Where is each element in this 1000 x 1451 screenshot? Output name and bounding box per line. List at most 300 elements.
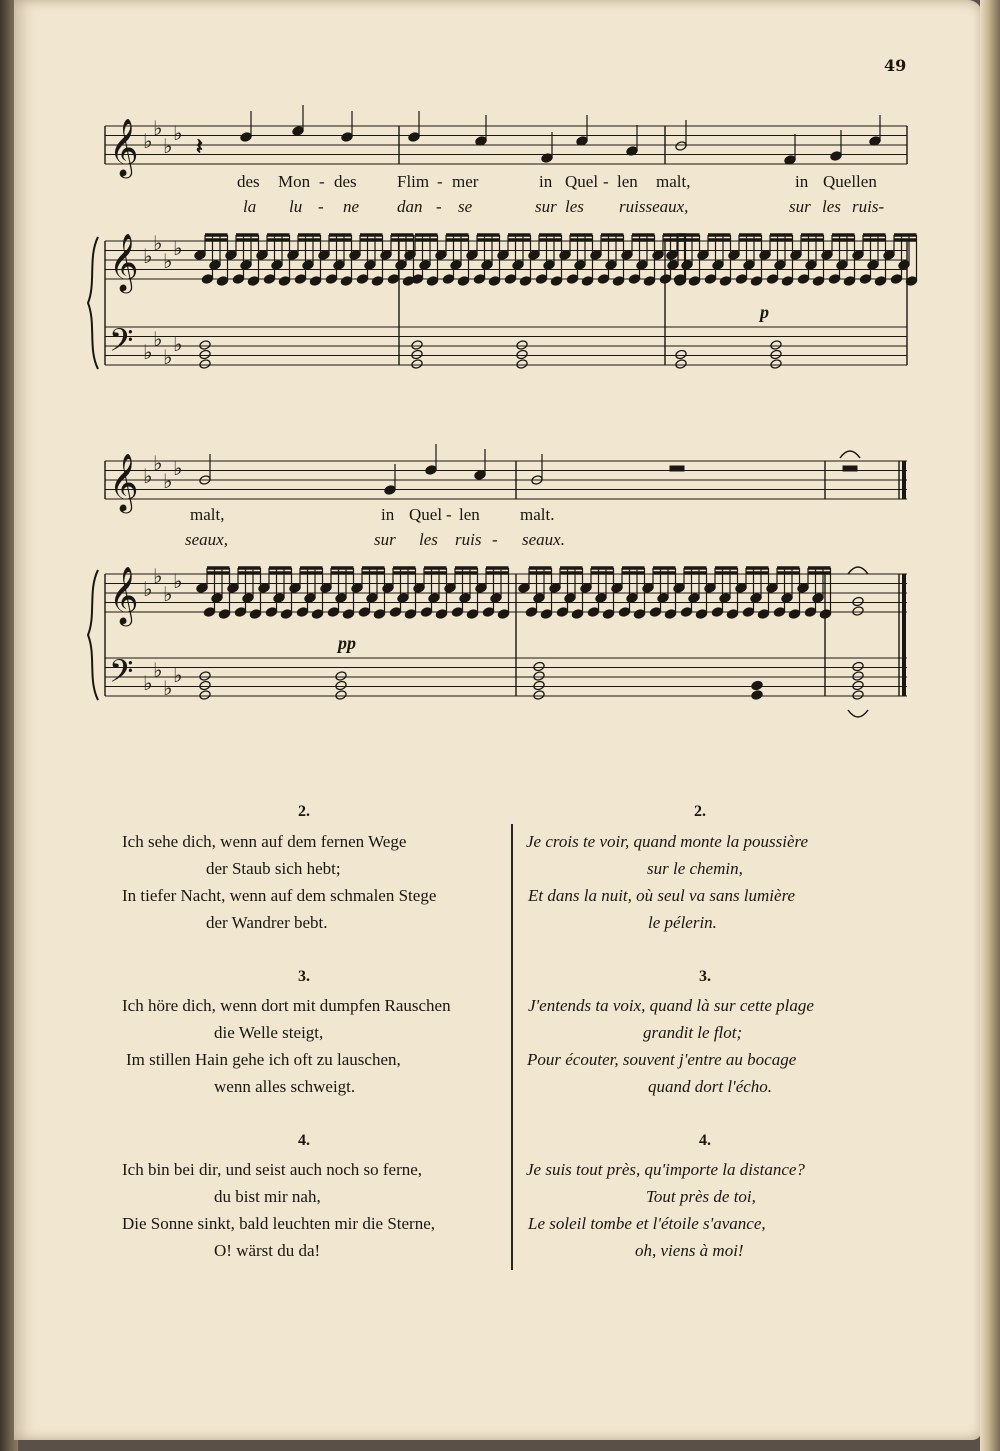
lyric-fr: ruis (455, 530, 482, 549)
note-head (533, 671, 545, 682)
flat-icon: ♭ (143, 244, 153, 268)
note-head (196, 583, 208, 594)
lyric-de: - (319, 172, 325, 191)
flat-icon: ♭ (163, 249, 173, 273)
note-head (194, 250, 206, 261)
lyric-de: Flim (397, 172, 430, 191)
lyric-de: des (237, 172, 260, 191)
note-head (265, 607, 277, 618)
note-head (770, 340, 782, 351)
rest-icon: 𝄽 (196, 135, 203, 160)
stanza-number-de: 3. (298, 968, 310, 985)
note-head (234, 607, 246, 618)
lyric-de: - (603, 172, 609, 191)
note-head (309, 276, 321, 287)
note-head (643, 276, 655, 287)
note-head (757, 609, 769, 620)
lyric-de: in (539, 172, 553, 191)
note-head (602, 609, 614, 620)
note-head (325, 274, 337, 285)
column-divider (511, 824, 513, 1270)
stanza-line-fr: J'entends ta voix, quand là sur cette plage (528, 996, 814, 1015)
note-head (883, 250, 895, 261)
stanza-number-fr: 3. (699, 968, 711, 985)
note-head (240, 132, 252, 143)
stanza-line-de: Ich sehe dich, wenn auf dem fernen Wege (122, 832, 407, 851)
note-head (836, 260, 848, 271)
note-head (218, 609, 230, 620)
piano-brace (88, 570, 98, 700)
lyric-fr: - (318, 197, 324, 216)
lyric-fr: dan (397, 197, 423, 216)
note-head (667, 260, 679, 271)
note-head (384, 485, 396, 496)
stanza-line-de: die Welle steigt, (214, 1023, 324, 1042)
note-head (773, 607, 785, 618)
note-head (203, 607, 215, 618)
note-head (335, 680, 347, 691)
note-head (382, 583, 394, 594)
lyric-fr: lu (289, 197, 303, 216)
lyric-fr: ruis- (852, 197, 885, 216)
piano-treble-staff (105, 574, 907, 612)
stanza-line-de: Ich bin bei dir, und seist auch noch so ferne, (122, 1160, 423, 1179)
flat-icon: ♭ (153, 116, 163, 140)
lyric-de: len (617, 172, 638, 191)
note-head (318, 250, 330, 261)
lyric-de: Quel (565, 172, 599, 191)
note-head (358, 607, 370, 618)
note-head (805, 260, 817, 271)
fermata-icon (848, 710, 868, 717)
note-head (419, 260, 431, 271)
lyric-fr: les (565, 197, 584, 216)
note-head (371, 276, 383, 287)
note-head (852, 596, 864, 607)
note-head (673, 583, 685, 594)
note-head (898, 260, 910, 271)
lyric-fr: seaux. (522, 530, 565, 549)
note-head (413, 583, 425, 594)
piano-brace (88, 237, 98, 369)
note-head (475, 583, 487, 594)
note-head (395, 260, 407, 271)
note-head (389, 607, 401, 618)
bass-clef-icon: 𝄢 (109, 322, 134, 366)
note-head (240, 260, 252, 271)
lyric-de: in (381, 505, 395, 524)
flat-icon: ♭ (173, 121, 183, 145)
note-head (533, 690, 545, 701)
note-head (380, 250, 392, 261)
fermata-icon (840, 451, 860, 458)
note-head (550, 276, 562, 287)
note-head (425, 465, 437, 476)
note-head (675, 349, 687, 360)
note-head (533, 661, 545, 672)
note-head (533, 593, 545, 604)
lyric-fr: ne (343, 197, 360, 216)
note-head (681, 260, 693, 271)
note-head (642, 583, 654, 594)
note-head (356, 274, 368, 285)
braces (88, 237, 98, 700)
note-head (852, 250, 864, 261)
lyric-fr: sur (535, 197, 557, 216)
note-head (874, 276, 886, 287)
flat-icon: ♭ (173, 569, 183, 593)
note-head (852, 680, 864, 691)
note-head (852, 606, 864, 617)
note-head (821, 250, 833, 261)
note-head (482, 607, 494, 618)
note-head (697, 250, 709, 261)
note-head (657, 593, 669, 604)
note-head (852, 690, 864, 701)
note-head (587, 607, 599, 618)
lyric-fr: se (458, 197, 473, 216)
note-head (712, 260, 724, 271)
stanza-number-fr: 2. (694, 803, 706, 820)
note-head (474, 470, 486, 481)
note-head (711, 607, 723, 618)
flat-icon: ♭ (143, 577, 153, 601)
note-head (349, 250, 361, 261)
flat-icon: ♭ (173, 332, 183, 356)
flat-icon: ♭ (173, 236, 183, 260)
note-head (249, 609, 261, 620)
note-head (364, 260, 376, 271)
note-head (497, 609, 509, 620)
note-head (278, 276, 290, 287)
note-head (770, 349, 782, 360)
note-head (605, 260, 617, 271)
note-head (516, 359, 528, 370)
stanza-line-de: wenn alles schweigt. (214, 1077, 356, 1096)
stanza-line-fr: grandit le flot; (643, 1023, 743, 1042)
note-head (411, 340, 423, 351)
note-head (320, 583, 332, 594)
note-head (533, 680, 545, 691)
note-head (750, 276, 762, 287)
flat-icon: ♭ (153, 658, 163, 682)
stanza-line-de: Die Sonne sinkt, bald leuchten mir die Sterne, (122, 1214, 436, 1233)
flat-icon: ♭ (153, 564, 163, 588)
lyric-de: Quel (409, 505, 443, 524)
note-head (516, 349, 528, 360)
flat-icon: ♭ (163, 345, 173, 369)
flat-icon: ♭ (143, 129, 153, 153)
note-head (473, 274, 485, 285)
note-head (564, 593, 576, 604)
note-head (688, 276, 700, 287)
note-head (621, 250, 633, 261)
flat-icon: ♭ (143, 464, 153, 488)
note-head (666, 250, 678, 261)
note-head (543, 260, 555, 271)
note-head (311, 609, 323, 620)
note-head (675, 359, 687, 370)
note-head (333, 260, 345, 271)
note-head (263, 274, 275, 285)
note-head (852, 671, 864, 682)
note-head (852, 661, 864, 672)
note-head (628, 274, 640, 285)
treble-clef-icon: 𝄞 (109, 118, 139, 176)
note-head (280, 609, 292, 620)
note-head (287, 250, 299, 261)
note-head (788, 609, 800, 620)
note-head (766, 274, 778, 285)
note-head (571, 609, 583, 620)
note-head (812, 593, 824, 604)
note-head (256, 250, 268, 261)
note-head (612, 276, 624, 287)
stanza-line-de: Ich höre dich, wenn dort mit dumpfen Rauschen (122, 996, 451, 1015)
note-head (335, 690, 347, 701)
lyric-de: - (446, 505, 452, 524)
note-head (411, 359, 423, 370)
note-head (618, 607, 630, 618)
note-head (211, 593, 223, 604)
note-head (504, 274, 516, 285)
stanza-line-fr: quand dort l'écho. (648, 1077, 773, 1096)
note-head (512, 260, 524, 271)
lyric-de: len (459, 505, 480, 524)
note-head (828, 274, 840, 285)
stanza-line-fr: Je suis tout près, qu'importe la distance? (526, 1160, 805, 1179)
note-head (516, 340, 528, 351)
note-head (497, 250, 509, 261)
note-head (774, 260, 786, 271)
note-head (611, 583, 623, 594)
note-head (387, 274, 399, 285)
note-head (759, 250, 771, 261)
note-head (556, 607, 568, 618)
stanza-line-fr: Pour écouter, souvent j'entre au bocage (527, 1050, 797, 1069)
note-head (519, 276, 531, 287)
stanza-line-fr: sur le chemin, (647, 859, 743, 878)
note-head (490, 593, 502, 604)
lyric-fr: - (492, 530, 498, 549)
note-head (335, 593, 347, 604)
flat-icon: ♭ (163, 676, 173, 700)
note-head (296, 607, 308, 618)
note-head (719, 593, 731, 604)
flat-icon: ♭ (163, 469, 173, 493)
note-head (819, 609, 831, 620)
note-head (566, 274, 578, 285)
stanza-number-de: 4. (298, 1132, 310, 1149)
note-head (466, 250, 478, 261)
note-head (751, 690, 763, 701)
piano-bass-staff (105, 658, 907, 696)
note-head (797, 274, 809, 285)
note-head (695, 609, 707, 620)
note-head (199, 671, 211, 682)
page-number: 49 (884, 56, 907, 75)
note-head (652, 250, 664, 261)
note-head (351, 583, 363, 594)
note-head (812, 276, 824, 287)
note-head (830, 151, 842, 162)
treble-clef-icon: 𝄞 (109, 566, 139, 624)
stanza-line-de: O! wärst du da! (214, 1241, 321, 1260)
flat-icon: ♭ (163, 582, 173, 606)
stanza-number-fr: 4. (699, 1132, 711, 1149)
note-head (411, 349, 423, 360)
note-head (216, 276, 228, 287)
note-head (408, 132, 420, 143)
note-head (271, 260, 283, 271)
note-head (590, 250, 602, 261)
note-head (751, 680, 763, 691)
lyric-fr: sur (789, 197, 811, 216)
note-head (728, 250, 740, 261)
note-head (340, 276, 352, 287)
stanza-line-de: In tiefer Nacht, wenn auf dem schmalen Stege (122, 886, 437, 905)
note-head (804, 607, 816, 618)
dynamic-marking: pp (338, 633, 356, 653)
note-head (675, 141, 687, 152)
rest-icon (670, 466, 684, 471)
note-head (373, 609, 385, 620)
bass-clef-icon: 𝄢 (109, 653, 134, 697)
note-head (304, 593, 316, 604)
note-head (428, 593, 440, 604)
note-head (649, 607, 661, 618)
note-head (450, 260, 462, 271)
lyric-fr: la (243, 197, 257, 216)
note-head (518, 583, 530, 594)
note-head (481, 260, 493, 271)
note-head (199, 680, 211, 691)
lyric-de: Quellen (823, 172, 877, 191)
fermata-icon (848, 567, 868, 574)
lyric-de: - (437, 172, 443, 191)
note-head (790, 250, 802, 261)
note-head (199, 349, 211, 360)
lyric-fr: les (822, 197, 841, 216)
note-head (528, 250, 540, 261)
note-head (335, 671, 347, 682)
note-head (444, 583, 456, 594)
note-head (225, 250, 237, 261)
note-head (595, 593, 607, 604)
piano-bass-staff (105, 327, 907, 365)
stanza-line-fr: Tout près de toi, (646, 1187, 756, 1206)
note-head (457, 276, 469, 287)
lyric-de: malt. (520, 505, 555, 524)
lyric-de: malt, (656, 172, 691, 191)
note-head (743, 260, 755, 271)
note-head (664, 609, 676, 620)
note-head (636, 260, 648, 271)
lyric-fr: - (436, 197, 442, 216)
note-head (726, 609, 738, 620)
note-head (209, 260, 221, 271)
note-head (258, 583, 270, 594)
note-head (273, 593, 285, 604)
note-head (247, 276, 259, 287)
note-head (232, 274, 244, 285)
note-head (466, 609, 478, 620)
lyric-de: Mon (278, 172, 311, 191)
rest-icon (843, 466, 857, 471)
note-head (459, 593, 471, 604)
note-head (781, 276, 793, 287)
dynamic-marking: p (760, 302, 769, 322)
note-head (597, 274, 609, 285)
lyric-de: malt, (190, 505, 225, 524)
note-head (302, 260, 314, 271)
note-head (201, 274, 213, 285)
note-head (342, 609, 354, 620)
stanza-line-de: der Staub sich hebt; (206, 859, 341, 878)
note-head (750, 593, 762, 604)
lyric-de: des (334, 172, 357, 191)
note-head (688, 593, 700, 604)
note-head (626, 593, 638, 604)
note-head (843, 276, 855, 287)
note-head (540, 609, 552, 620)
note-head (366, 593, 378, 604)
note-head (735, 274, 747, 285)
note-head (199, 690, 211, 701)
lyric-fr: ruisseaux, (619, 197, 689, 216)
lyric-fr: les (419, 530, 438, 549)
flat-icon: ♭ (153, 327, 163, 351)
note-head (659, 274, 671, 285)
note-head (719, 276, 731, 287)
note-head (488, 276, 500, 287)
note-head (435, 250, 447, 261)
stanza-line-de: du bist mir nah, (214, 1187, 321, 1206)
note-head (292, 126, 304, 137)
note-head (890, 274, 902, 285)
flat-icon: ♭ (173, 663, 183, 687)
lyric-de: in (795, 172, 809, 191)
note-head (797, 583, 809, 594)
note-head (341, 132, 353, 143)
note-head (242, 593, 254, 604)
note-head (859, 274, 871, 285)
note-head (525, 607, 537, 618)
note-head (426, 276, 438, 287)
note-head (442, 274, 454, 285)
lyric-de: mer (452, 172, 479, 191)
note-head (435, 609, 447, 620)
note-head (633, 609, 645, 620)
note-head (420, 607, 432, 618)
note-head (397, 593, 409, 604)
flat-icon: ♭ (173, 456, 183, 480)
note-head (680, 607, 692, 618)
note-head (535, 274, 547, 285)
note-head (227, 583, 239, 594)
note-head (580, 583, 592, 594)
stanza-line-de: Im stillen Hain gehe ich oft zu lauschen, (126, 1050, 401, 1069)
note-head (581, 276, 593, 287)
note-head (781, 593, 793, 604)
note-head (735, 583, 747, 594)
flat-icon: ♭ (163, 134, 173, 158)
note-head (559, 250, 571, 261)
voice-staff (105, 461, 907, 499)
note-head (867, 260, 879, 271)
note-head (549, 583, 561, 594)
note-head (704, 274, 716, 285)
